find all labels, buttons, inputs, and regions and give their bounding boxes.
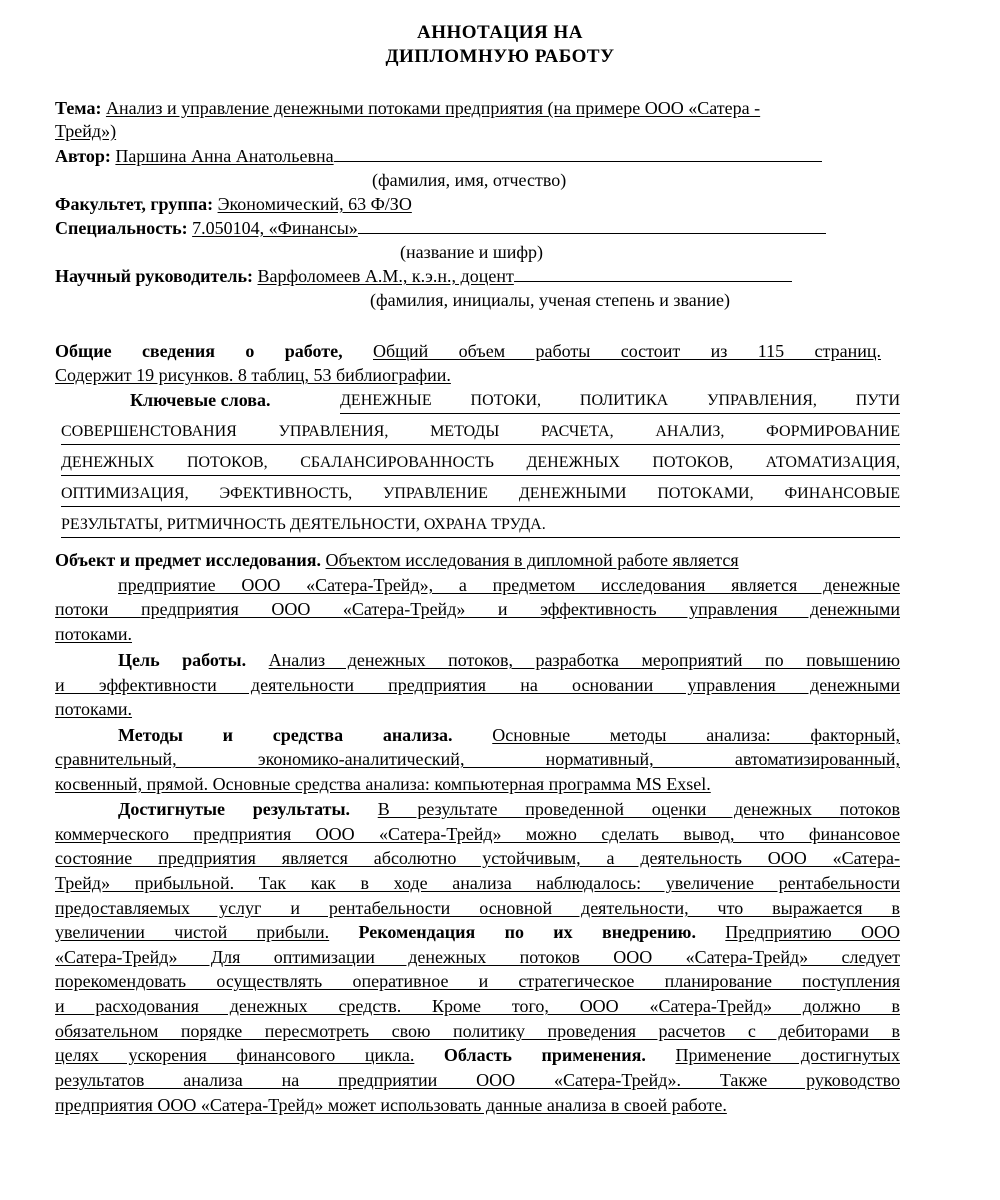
- topic-value-line-1: Анализ и управление денежными потоками предприятия (на примере ООО «Сатера -: [105, 98, 761, 118]
- author-blank-line: [334, 145, 822, 162]
- keywords-line-5: РЕЗУЛЬТАТЫ, РИТМИЧНОСТЬ ДЕЯТЕЛЬНОСТИ, ОХРАНА ТРУДА.: [61, 514, 900, 538]
- results-text-5: предоставляемых услуг и рентабельности основной деятельности, что выражается в: [55, 898, 900, 918]
- faculty-label: Факультет, группа:: [55, 194, 214, 214]
- object-label: Объект и предмет исследования.: [55, 550, 322, 570]
- goal-text-3: потоками.: [55, 699, 133, 719]
- goal-text-2: и эффективности деятельности предприятия на основании управления денежными: [55, 675, 900, 695]
- goal-line-1: [118, 649, 900, 671]
- recommendation-label: Рекомендация по их внедрению.: [358, 922, 696, 942]
- results-text-7: «Сатера-Трейд» Для оптимизации денежных потоков ООО «Сатера-Трейд» следует: [55, 947, 900, 967]
- specialty-label: Специальность:: [55, 218, 188, 238]
- application-area-label: Область применения.: [443, 1045, 646, 1065]
- keywords-line-2: СОВЕРШЕНСТОВАНИЯ УПРАВЛЕНИЯ, МЕТОДЫ РАСЧЕТА, АНАЛИЗ, ФОРМИРОВАНИЕ: [61, 421, 900, 445]
- specialty-value: 7.050104, «Финансы»: [192, 218, 358, 238]
- keywords-line-4: ОПТИМИЗАЦИЯ, ЭФЕКТИВНОСТЬ, УПРАВЛЕНИЕ ДЕНЕЖНЫМИ ПОТОКАМИ, ФИНАНСОВЫЕ: [61, 483, 900, 507]
- methods-line-2: [55, 748, 900, 770]
- supervisor-hint: (фамилия, инициалы, ученая степень и звание): [370, 290, 730, 310]
- results-line-2: [55, 823, 900, 845]
- object-line-1: [55, 549, 739, 571]
- results-line-6: [55, 921, 900, 943]
- methods-text-3: косвенный, прямой. Основные средства анализа: компьютерная программа MS Exsel.: [55, 774, 711, 794]
- goal-line-2: [55, 674, 900, 696]
- methods-line-1: [118, 724, 900, 746]
- results-line-13: [55, 1094, 727, 1116]
- author-label: Автор:: [55, 146, 111, 166]
- general-line-2: [55, 364, 451, 386]
- results-text-10: обязательном порядке пересмотреть свою политику проведения расчетов с дебиторами в: [55, 1021, 900, 1041]
- results-line-9: [55, 995, 900, 1017]
- goal-label: Цель работы.: [118, 650, 247, 670]
- object-text-2: предприятие ООО «Сатера-Трейд», а предметом исследования является денежные: [118, 575, 900, 595]
- topic-row-2: [55, 120, 116, 142]
- methods-label: Методы и средства анализа.: [118, 725, 453, 745]
- general-line-1: [55, 340, 881, 362]
- results-line-3: [55, 847, 900, 869]
- specialty-hint: (название и шифр): [400, 242, 544, 262]
- results-text-8: порекомендовать осуществлять оперативное и стратегическое планирование поступления: [55, 971, 900, 991]
- methods-line-3: [55, 773, 711, 795]
- results-line-12: [55, 1069, 900, 1091]
- faculty-value: Экономический, 63 Ф/ЗО: [217, 194, 412, 214]
- results-text-12: результатов анализа на предприятии ООО «Сатера-Трейд». Также руководство: [55, 1070, 900, 1090]
- author-hint: (фамилия, имя, отчество): [372, 170, 567, 190]
- keywords-label: Ключевые слова.: [130, 390, 271, 410]
- goal-line-3: [55, 698, 132, 720]
- title-line-1: АННОТАЦИЯ НА: [416, 22, 584, 43]
- results-line-7: [55, 946, 900, 968]
- supervisor-blank-line: [514, 265, 792, 282]
- goal-text-1: Анализ денежных потоков, разработка мероприятий по повышению: [268, 650, 901, 670]
- results-text-11-post: Применение достигнутых: [675, 1045, 900, 1065]
- keywords-label-row: [130, 389, 270, 411]
- results-text-6-pre: увеличении чистой прибыли.: [55, 922, 330, 942]
- results-line-4: [55, 872, 900, 894]
- topic-value-line-2: Трейд»): [55, 121, 117, 141]
- topic-row: [55, 97, 760, 119]
- object-text-1: Объектом исследования в дипломной работе является: [325, 550, 739, 570]
- results-line-1: [118, 798, 900, 820]
- results-text-13: предприятия ООО «Сатера-Трейд» может использовать данные анализа в своей работе.: [55, 1095, 727, 1115]
- general-label: Общие сведения о работе,: [55, 341, 343, 361]
- supervisor-label: Научный руководитель:: [55, 266, 253, 286]
- specialty-blank-line: [358, 217, 826, 234]
- results-text-9: и расходования денежных средств. Кроме того, ООО «Сатера-Трейд» должно в: [55, 996, 900, 1016]
- results-text-6-post: Предприятию ООО: [725, 922, 901, 942]
- object-line-2: [118, 574, 900, 596]
- results-text-1: В результате проведенной оценки денежных потоков: [377, 799, 900, 819]
- results-text-2: коммерческого предприятия ООО «Сатера-Трейд» можно сделать вывод, что финансовое: [55, 824, 900, 844]
- methods-text-1: Основные методы анализа: факторный,: [492, 725, 901, 745]
- results-text-11-pre: целях ускорения финансового цикла.: [55, 1045, 415, 1065]
- results-label: Достигнутые результаты.: [118, 799, 351, 819]
- results-line-10: [55, 1020, 900, 1042]
- object-text-4: потоками.: [55, 624, 133, 644]
- results-line-5: [55, 897, 900, 919]
- general-text-2: Содержит 19 рисунков. 8 таблиц, 53 библиографии.: [55, 365, 451, 385]
- object-line-4: [55, 623, 132, 645]
- results-text-4: Трейд» прибыльной. Так как в ходе анализа наблюдалось: увеличение рентабельности: [55, 873, 900, 893]
- author-value: Паршина Анна Анатольевна: [115, 146, 334, 166]
- faculty-row: [55, 193, 412, 215]
- results-line-8: [55, 970, 900, 992]
- title-line-2: ДИПЛОМНУЮ РАБОТУ: [385, 46, 615, 67]
- supervisor-value: Варфоломеев А.М., к.э.н., доцент: [257, 266, 514, 286]
- methods-text-2: сравнительный, экономико-аналитический, нормативный, автоматизированный,: [55, 749, 900, 769]
- keywords-line-1: ДЕНЕЖНЫЕ ПОТОКИ, ПОЛИТИКА УПРАВЛЕНИЯ, ПУТИ: [340, 390, 900, 414]
- object-text-3: потоки предприятия ООО «Сатера-Трейд» и эффективность управления денежными: [55, 599, 900, 619]
- object-line-3: [55, 598, 900, 620]
- topic-label: Тема:: [55, 98, 102, 118]
- author-row: [55, 145, 822, 167]
- specialty-row: [55, 217, 826, 239]
- supervisor-row: [55, 265, 792, 287]
- general-text-1: Общий объем работы состоит из 115 страниц.: [373, 341, 881, 361]
- results-text-3: состояние предприятия является абсолютно устойчивым, а деятельность ООО «Сатера-: [55, 848, 900, 868]
- keywords-line-3: ДЕНЕЖНЫХ ПОТОКОВ, СБАЛАНСИРОВАННОСТЬ ДЕНЕЖНЫХ ПОТОКОВ, АТОМАТИЗАЦИЯ,: [61, 452, 900, 476]
- results-line-11: [55, 1044, 900, 1066]
